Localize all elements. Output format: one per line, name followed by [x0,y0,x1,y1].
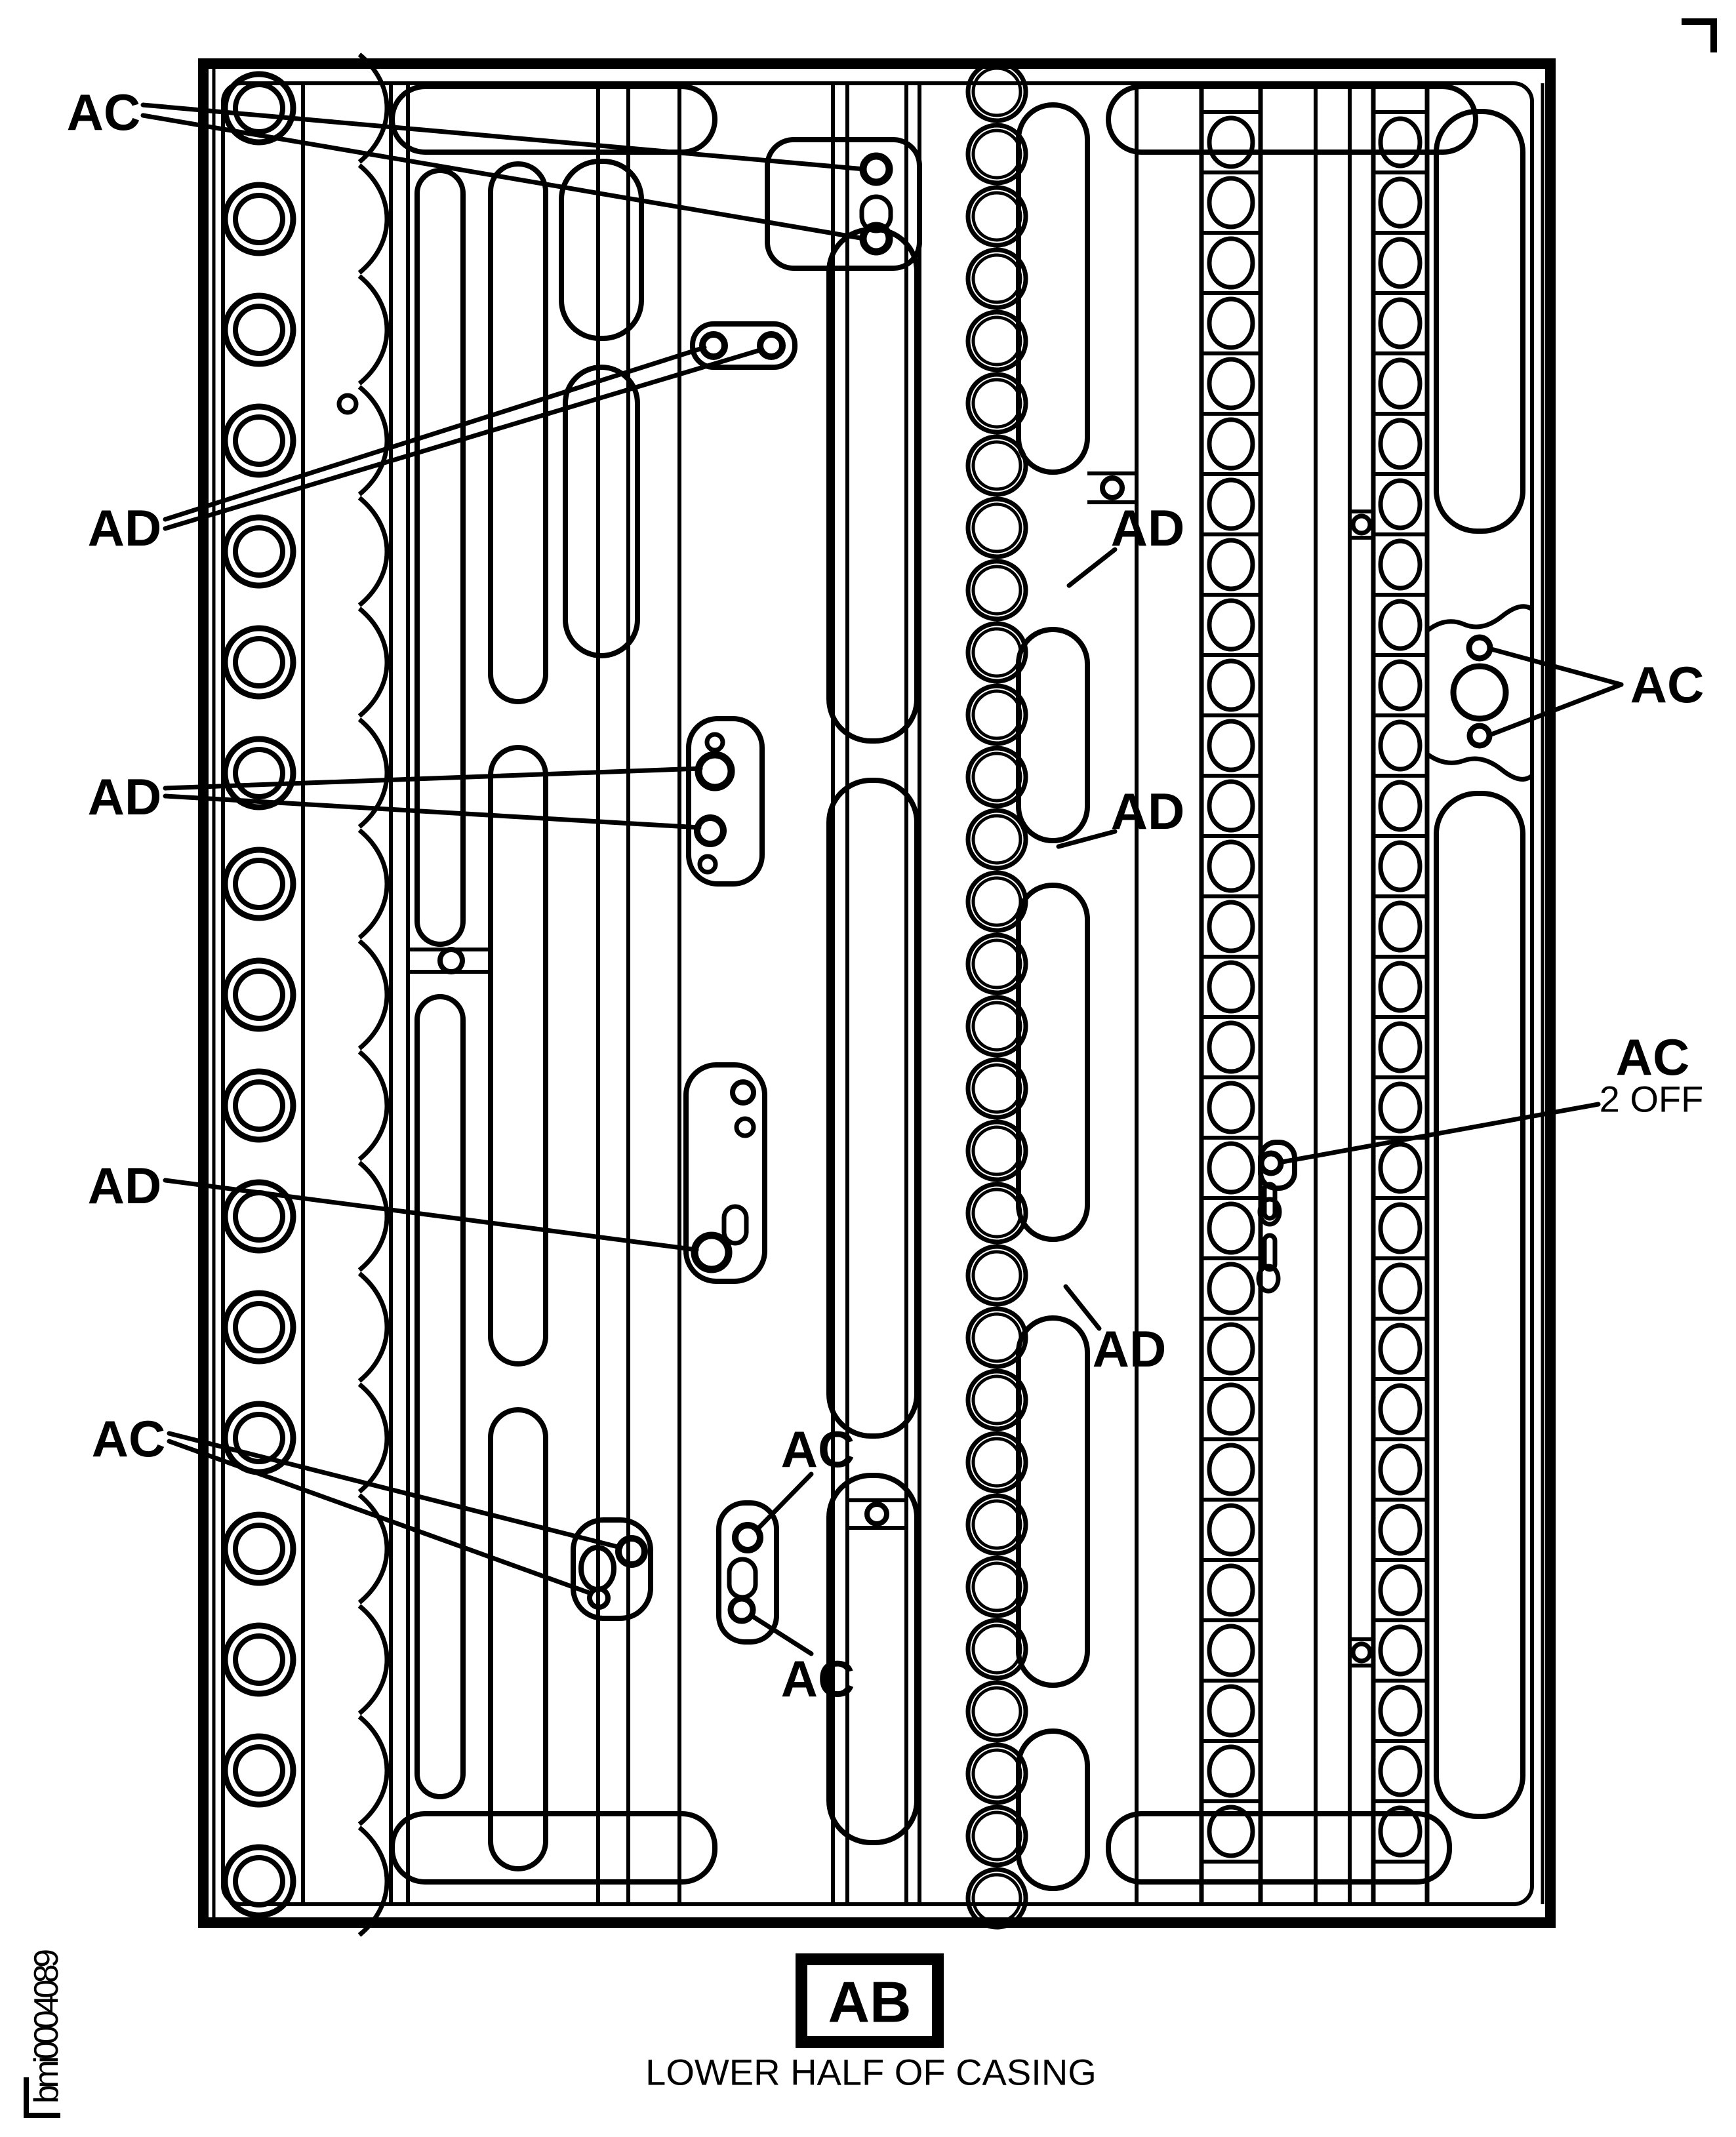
bead-chain-hole-inner [973,504,1020,551]
flange-scallop [359,1052,387,1159]
bead-chain-hole-inner [973,68,1020,115]
fastener-hole [707,734,723,750]
ladder-bolt-hole [1381,963,1420,1010]
casing-slot [392,1814,715,1882]
break-line [1427,607,1533,631]
fastener-hole [1353,1644,1370,1661]
casing-slot [417,170,463,944]
leader-line [165,769,700,788]
ladder-bolt-hole [1209,721,1253,770]
ladder-bolt-hole [1209,1264,1253,1313]
bead-chain-hole-inner [973,1065,1020,1112]
fastener-hole [702,334,725,357]
fastener-hole [618,1538,645,1565]
callout-label: AC [780,1420,855,1478]
callout-ac-mid-lower [752,1616,855,1708]
bead-chain-hole-inner [973,130,1020,178]
casing-slot [1019,885,1087,1239]
flange-scallop [359,1384,387,1492]
ladder-bolt-hole [1381,1446,1420,1493]
casing-slot [829,780,917,1436]
callout-label: AD [87,768,162,826]
fastener-hole [440,949,462,972]
callout-ac-right-2off [1282,1028,1703,1162]
leader-line [169,1433,620,1548]
fastener-hole [867,1504,887,1524]
casing-slot [1436,111,1523,531]
callout-label: AD [87,1157,162,1214]
flange-bolt-hole-inner [235,306,283,353]
casing-slot [417,997,463,1797]
ladder-bolt-hole [1209,1445,1253,1494]
casing-slot [1436,793,1523,1816]
bead-chain-hole [968,437,1026,494]
callout-label: AD [1092,1320,1167,1378]
flange-scallop [359,1273,387,1381]
flange-bolt-hole-inner [235,1858,283,1905]
callout-label: AC [1615,1028,1690,1086]
ladder-bolt-hole [1209,178,1253,227]
fastener-hole [1353,516,1370,533]
ladder-bolt-hole [1381,1144,1420,1191]
casing-slot [1019,1318,1087,1685]
bead-chain-hole-inner [973,691,1020,738]
casing-slot [1019,105,1087,472]
callout-label: AD [1110,499,1185,557]
flange-scallop [359,498,387,605]
ladder-bolt-hole [1381,1506,1420,1553]
ladder-bolt-hole [1209,359,1253,408]
ladder-bolt-hole [1209,1204,1253,1252]
bead-chain-hole-inner [973,1127,1020,1174]
ladder-bolt-hole [1381,1748,1420,1795]
corner-crop-mark-top-right [1682,22,1714,52]
callout-label: AD [87,499,162,557]
bead-chain-hole-inner [973,1563,1020,1610]
doc-number: bmi0004089 [28,1949,66,2104]
figure-footer [28,1949,1097,2104]
flange-bolt-hole-inner [235,860,283,908]
fastener-hole [863,156,889,182]
fastener-hole [1469,637,1490,658]
ladder-bolt-hole [1381,1205,1420,1252]
ladder-bolt-hole [1381,360,1420,407]
leader-line [165,1180,696,1250]
ladder-bolt-hole [1209,782,1253,830]
ladder-bolt-hole [1381,601,1420,649]
bead-chain-hole [968,499,1026,557]
bead-chain-hole-inner [973,753,1020,801]
callout-label: AD [1110,782,1185,840]
flange-bolt-hole-inner [235,1525,283,1572]
callout-label: AC [66,83,141,141]
ladder-bolt-hole [1381,541,1420,588]
ladder-bolt-hole [1381,119,1420,166]
fastener-hole [339,395,356,412]
casing-slot [491,748,546,1364]
ladder-bolt-hole [1209,1083,1253,1132]
ladder-bolt-hole [1381,300,1420,347]
flange-scallop [359,1163,387,1270]
flange-bolt-hole-inner [235,639,283,686]
ladder-bolt-hole [1209,1385,1253,1433]
casing-slot [1108,1814,1449,1882]
callout-ad-mid-2 [1059,782,1184,847]
ladder-bolt-hole [1209,540,1253,589]
casing-slot [491,164,546,702]
fastener-hole [697,818,723,844]
flange-bolt-hole-inner [235,1747,283,1794]
flange-scallop [359,165,387,273]
ladder-bolt-hole [1209,1325,1253,1373]
ladder-bolt-hole [1209,601,1253,649]
flange-bolt-hole-inner [235,85,283,132]
ladder-bolt-hole [1209,480,1253,529]
ladder-bolt-hole [1381,1567,1420,1614]
fastener-hole [700,856,716,872]
flange-scallop [359,941,387,1049]
bead-chain-hole-inner [973,380,1020,427]
ladder-bolt-hole [1209,420,1253,468]
ladder-bolt-hole [1209,1566,1253,1614]
bracket-slot [729,1559,756,1597]
break-line [1427,754,1533,779]
bead-chain-hole [968,561,1026,619]
ladder-bolt-hole [1381,782,1420,829]
callout-label: AC [1630,656,1705,713]
bead-chain-hole-inner [973,317,1020,365]
ladder-bolt-hole [1209,842,1253,890]
bead-chain-hole-inner [973,1688,1020,1735]
figure-caption: LOWER HALF OF CASING [645,2051,1097,2093]
bead-chain-hole-inner [973,1189,1020,1237]
casing-slot [829,230,917,741]
callout-label: AC [91,1410,166,1468]
ladder-bolt-hole [1209,1144,1253,1192]
bead-chain-hole-inner [973,878,1020,925]
bead-chain-hole-inner [973,1376,1020,1424]
bead-chain-hole-inner [973,1812,1020,1860]
ladder-bolt-hole [1381,722,1420,769]
flange-scallop [359,1606,387,1713]
ladder-bolt-hole [1381,179,1420,226]
leader-line [1491,649,1621,685]
flange-bolt-hole-inner [235,971,283,1018]
callout-ac-right [1491,649,1704,734]
fastener-hole [731,1599,753,1621]
bead-chain-hole-inner [973,629,1020,676]
casing-slot [1019,1731,1087,1888]
ladder-bolt-hole [1209,963,1253,1011]
fastener-hole [1261,1153,1281,1173]
fastener-hole [760,334,782,357]
bracket-slot [724,1207,746,1243]
flange-bolt-hole-inner [235,195,283,243]
fastener-hole [737,1119,754,1136]
ladder-bolt-hole [1381,1386,1420,1433]
flange-bolt-hole-inner [235,417,283,464]
ladder-bolt-hole [1381,1687,1420,1734]
bead-chain-hole-inner [973,816,1020,863]
ladder-bolt-hole [1209,1687,1253,1735]
fastener-hole [733,1082,754,1103]
ladder-bolt-hole [1209,1747,1253,1795]
flange-bolt-hole-inner [235,1193,283,1240]
bead-chain-hole-inner [973,1252,1020,1299]
fastener-bracket [767,140,919,268]
flange-bolt-hole-inner [235,1636,283,1683]
flange-scallop [359,54,387,162]
bead-chain-hole-inner [973,1314,1020,1361]
ladder-bolt-hole [1209,239,1253,287]
ladder-bolt-hole [1381,1325,1420,1372]
ladder-bolt-hole [1381,420,1420,468]
bead-chain-hole-inner [973,1501,1020,1548]
ladder-bolt-hole [1381,1627,1420,1674]
flange-scallop [359,609,387,716]
leader-line [143,105,864,169]
flange-bolt-hole-inner [235,1082,283,1129]
ladder-bolt-hole [1209,1023,1253,1071]
ladder-bolt-hole [1381,1084,1420,1131]
leader-line [165,796,699,828]
ladder-bolt-hole [1381,662,1420,709]
ladder-bolt-hole [1209,1506,1253,1554]
callout-ac-mid-upper [757,1420,855,1529]
leader-line [752,1616,811,1654]
bead-chain-hole-inner [973,1875,1020,1922]
ladder-bolt-hole [1209,661,1253,709]
callout-label: AC [780,1650,855,1708]
flange-scallop [359,276,387,384]
leader-line [1491,685,1621,734]
callout-layer [67,83,1705,1708]
callout-ad-left-2 [88,768,700,828]
bead-chain-hole-inner [973,193,1020,240]
bead-chain-hole [968,873,1026,930]
fastener-hole [695,1235,729,1269]
fastener-hole [1470,726,1489,746]
bead-chain-hole [968,1683,1026,1740]
callout-ad-left-1 [88,348,762,557]
bead-chain-hole-inner [973,1626,1020,1673]
ladder-bolt-hole [1381,481,1420,528]
bead-chain-hole-inner [973,1439,1020,1486]
flange-scallop [359,1717,387,1824]
ladder-bolt-hole [1209,902,1253,951]
ladder-bolt-hole [1381,239,1420,287]
ladder-bolt-hole [1381,1265,1420,1312]
leader-line [757,1474,811,1529]
bead-chain-hole-inner [973,255,1020,302]
ladder-bolt-hole [1209,118,1253,167]
ladder-bolt-hole [1381,1024,1420,1071]
flange-scallop [359,830,387,938]
flange-bolt-hole-inner [235,749,283,797]
leader-line [143,115,864,239]
ladder-bolt-hole [1209,299,1253,348]
callout-ad-mid-1 [1069,499,1184,586]
bead-chain-hole [968,810,1026,868]
fastener-hole [1102,478,1122,498]
fastener-hole [698,755,731,788]
casing-structure [225,54,1533,1935]
bead-chain-hole-inner [973,940,1020,988]
ladder-bolt-hole [1381,843,1420,890]
leader-line [165,348,704,519]
bead-chain-hole [968,1309,1026,1367]
fastener-hole [1453,666,1506,719]
ref-code-text: AB [828,1969,912,2035]
ladder-bolt-hole [1209,1626,1253,1675]
bead-chain-hole [968,63,1026,121]
bead-chain-hole-inner [973,1750,1020,1797]
bead-chain-hole [968,624,1026,681]
callout-ac-bottom-left [92,1410,620,1593]
casing-slot [491,1410,546,1869]
ladder-bolt-hole [1381,903,1420,950]
flange-bolt-hole-inner [235,1304,283,1351]
flange-scallop [359,387,387,494]
bead-chain-hole-inner [973,1003,1020,1050]
leader-line [1069,549,1115,586]
flange-bolt-hole-inner [235,528,283,575]
fastener-bracket [1261,1142,1295,1188]
callout-sublabel: 2 OFF [1599,1078,1704,1120]
bead-chain-hole-inner [973,442,1020,489]
bead-chain-hole [968,1247,1026,1304]
casing-slot [1019,629,1087,841]
bead-chain-hole-inner [973,567,1020,614]
